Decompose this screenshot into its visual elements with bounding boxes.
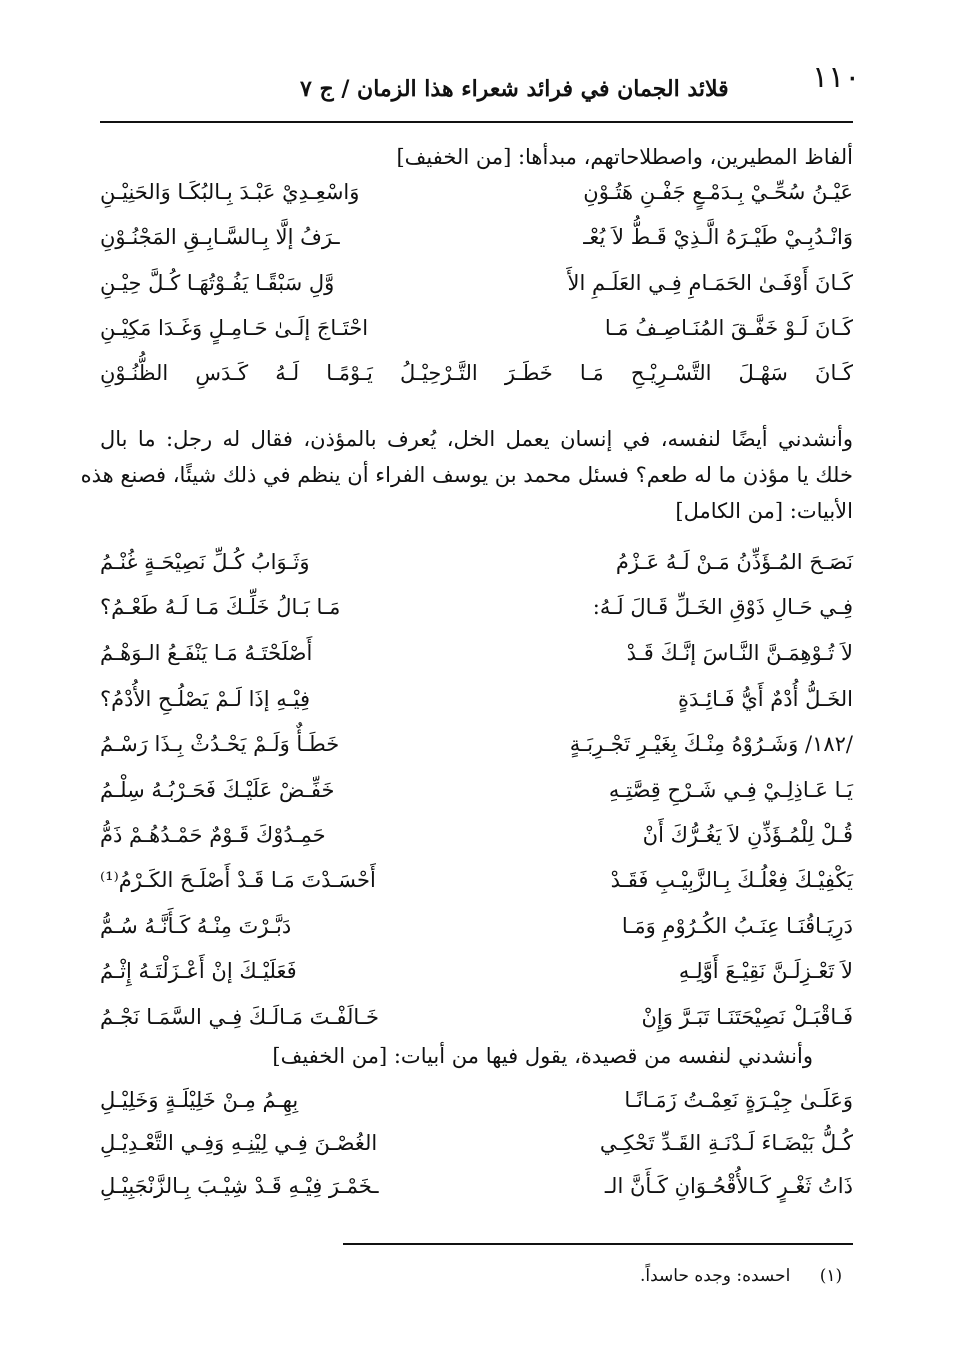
header-rule xyxy=(100,121,853,123)
verse-line xyxy=(100,1131,853,1171)
verse-second-hemistich: فَعَلَيْـكَ إنْ أَعْـزَلْتَـهُ إِثْـمُ xyxy=(100,959,297,983)
verse-second-hemistich: خَـالَفْـتَ مَـالَـكَ فِـي السَّمَـا نَجْـمُ xyxy=(100,1005,379,1029)
verse-first-hemistich: يَكْفِيْـكَ فِعْلُـكَ بِـالزَّبِيْـبِ فَقَـدْ xyxy=(610,868,853,892)
verse-second-hemistich: حَمِـدُوْكَ قَـوْمٌ حَمْـدُهُـمْ ذَمُّ xyxy=(100,823,326,847)
verse-second-hemistich: فِيْـهِ إذَا لَـمْ يَصْلُـحِ الأُدْمُ؟ xyxy=(100,687,311,711)
footnote-text: احسده: وجده حاسداً. xyxy=(640,1266,791,1286)
verse-first-hemistich: لاَ تُـوْهِمَـنَّ النَّـاسَ إنَّـكَ قَـدْ xyxy=(626,641,853,665)
verse-line xyxy=(100,959,853,999)
verse-second-hemistich: خَفِّـضْ عَلَيْـكَ فَحَـرْبُـهُ سِلْـمُ xyxy=(100,778,335,802)
verse-second-hemistich: وَّلِ سَبْقًـا يَفُـوْتُهَـا كُـلَّ حِيْـنِ xyxy=(100,271,335,295)
verse-line xyxy=(100,1174,853,1214)
verse-line xyxy=(100,914,853,954)
intro-line: ألفاظ المطيرين، واصطلاحاتهم، مبدأها: [من الخفيف] xyxy=(396,145,853,169)
verse-second-hemistich: مَـا بَـالُ خَلِّـكَ مَـا لَـهُ طَعْـمُ؟ xyxy=(100,595,341,619)
verse-second-hemistich: الغُصْـنَ فِـي لِيْنِـهِ وَفِـي التَّعْـدِيْـلِ xyxy=(100,1131,378,1155)
verse-line xyxy=(100,361,853,401)
verse-first-hemistich: دَرِيَـاقُنَـا عِنَـبُ الكُـرُوْمِ وَمَـا xyxy=(621,914,853,938)
verse-first-hemistich: ذَاتُ ثَغْـرٍ كَـالأُقْحُـوَانِ كَـأَنَّ الـ xyxy=(604,1174,853,1198)
footnote-marker: (١) xyxy=(819,1266,843,1286)
prose-paragraph xyxy=(100,1038,853,1074)
verse-first-hemistich: وَانْـدُبِـيْ طَيْـرَهُ الَّـذِيْ قَـطُّ لاَ يُعْـ xyxy=(583,225,853,249)
verse-line xyxy=(100,271,853,311)
verse-line xyxy=(100,868,853,908)
verse-second-hemistich: احْتَـاجَ إلَـىٰ حَـامِـلٍ وَغَـدَا مَكِيْـنِ xyxy=(100,316,369,340)
verse-first-hemistich: يَـا عَـاذِلِـيْ فِـي شَـرْحِ قِصَّتِـهِ xyxy=(608,778,853,802)
running-title: قلائد الجمان في فرائد شعراء هذا الزمان / ج ٧ xyxy=(300,76,729,102)
verse-first-hemistich: /١٨٢/ وَشَـرُوْهُ مِنْـكَ بِغَيْـرِ تَجْـرِبَـةٍ xyxy=(569,732,853,756)
verse-second-hemistich: وَثَـوَابُ كُـلِّ نَصِيْحَـةٍ غُنْـمُ xyxy=(100,550,310,574)
verse-first-hemistich: الخَـلُّ أُدْمٌ أَيُّ فَـائِـدَةٍ xyxy=(678,687,853,711)
verse-second-hemistich: بِهِـمُ مِـنْ خَلِيْلَـةٍ وَخَلِيْـلِ xyxy=(100,1088,299,1112)
footnote-rule xyxy=(343,1243,853,1245)
verse-second-hemistich: ـخَمْـرَ فِيْـهِ قَـدْ شِيْـبَ بِـالزَّنْجَبِيْـلِ xyxy=(100,1174,379,1198)
verse-line xyxy=(100,687,853,727)
verse-line xyxy=(100,595,853,635)
verse-second-hemistich: خَطَـأٌ وَلَـمْ يَحْـدُثْ بِـذَا رَسْـمُ xyxy=(100,732,340,756)
verse-line xyxy=(100,225,853,265)
verse-first-hemistich: وَعَلَـىٰ جِيْـرَةٍ نَعِمْـتُ زَمَـانًـا xyxy=(624,1088,853,1112)
verse-first-hemistich: لاَ تَعْـزِلَـنَّ نَقِيْـعَ أَوَّلِـهِ xyxy=(678,959,853,983)
verse-first-hemistich: فَـاقْبَـلْ نَصِيْحَتَنَـا تَبَـرَّ وَإِنْ xyxy=(641,1005,853,1029)
prose-line: خلك يا مؤذن ما له طعم؟ فسئل محمد بن يوسف الفراء أن ينظم في ذلك شيئًا، فصنع هذه xyxy=(80,463,853,487)
verse-second-hemistich: وَاسْعِـدِيْ عَبْـدَ بِـالبُكَـا وَالحَنِيْـنِ xyxy=(100,180,360,204)
verse-second-hemistich: أَحْسَـدْتَ مَـا قَـدْ أَصْلَـحَ الكَـرْمُ⁽¹⁾ xyxy=(100,868,376,892)
verse-first-hemistich: نَصَـحَ المُـؤَذِّنُ مَـنْ لَـهُ عَـزْمُ xyxy=(615,550,853,574)
verse-line xyxy=(100,1088,853,1128)
verse-line xyxy=(100,641,853,681)
verse-first-hemistich: عَيْـنُ سُحِّـيْ بِـدَمْـعٍ جَفْـنِ هَتُـوْنِ xyxy=(583,180,853,204)
intro-paragraph xyxy=(100,139,853,175)
verse-line xyxy=(100,316,853,356)
verse-second-hemistich: أَصْلَحْتَـهُ مَـا يَنْفَـعُ الـوَهْـمُ xyxy=(100,641,313,665)
verse-line xyxy=(100,180,853,220)
verse-second-hemistich: دَبَّـرْتَ مِنْـهُ كَـأَنَّـهُ سُـمُّ xyxy=(100,914,292,938)
prose-line: وأنشدني أيضًا لنفسه، في إنسان يعمل الخل، يُعرف بالمؤذن، فقال له رجل: ما بال xyxy=(100,427,853,451)
verse-line xyxy=(100,550,853,590)
prose-line: وأنشدني لنفسه من قصيدة، يقول فيها من أبيات: [من الخفيف] xyxy=(272,1044,813,1068)
verse-first-hemistich: قُـلْ لِلْمُـؤَذِّنِ لاَ يَغُـرُّكَ أَنْ xyxy=(642,823,853,847)
verse-line xyxy=(100,778,853,818)
footnote xyxy=(640,1266,842,1286)
verse-first-hemistich: كَـانَ أَوْفَـىٰ الحَمَـامِ فِـي العَلَـمِ الأَ xyxy=(567,271,853,295)
page-number: ١١٠ xyxy=(812,60,861,95)
verse-line xyxy=(100,823,853,863)
verse-first-hemistich: فِـي حَـالِ ذَوْقِ الخَـلِّ قَـالَ لَـهُ: xyxy=(592,595,853,619)
prose-paragraph xyxy=(80,421,853,529)
verse-first-hemistich: كَـانَ لَـوْ خَفَّـقَ المُنَـاصِـفُ مَـا xyxy=(604,316,853,340)
prose-line: الأبيات: [من الكامل] xyxy=(675,499,853,523)
verse-first-hemistich: كُـلُّ بَيْضَـاءَ لَـدْنَـةِ القَـدِّ تَحْكِـي xyxy=(599,1131,853,1155)
verse-second-hemistich: ـرَفُ إلَّا بِـالسَّـابِـقِ المَجْنُـوْنِ xyxy=(100,225,340,249)
verse-full-line: كَـانَ سَهْـلَ التَّسْـرِيْـحِ مَـا خَطَـرَ التَّـرْحِيْـلُ يَـوْمًـا لَـهُ كَـدَسِ الظُّنُـوْنِ xyxy=(100,361,853,385)
verse-line xyxy=(100,732,853,772)
